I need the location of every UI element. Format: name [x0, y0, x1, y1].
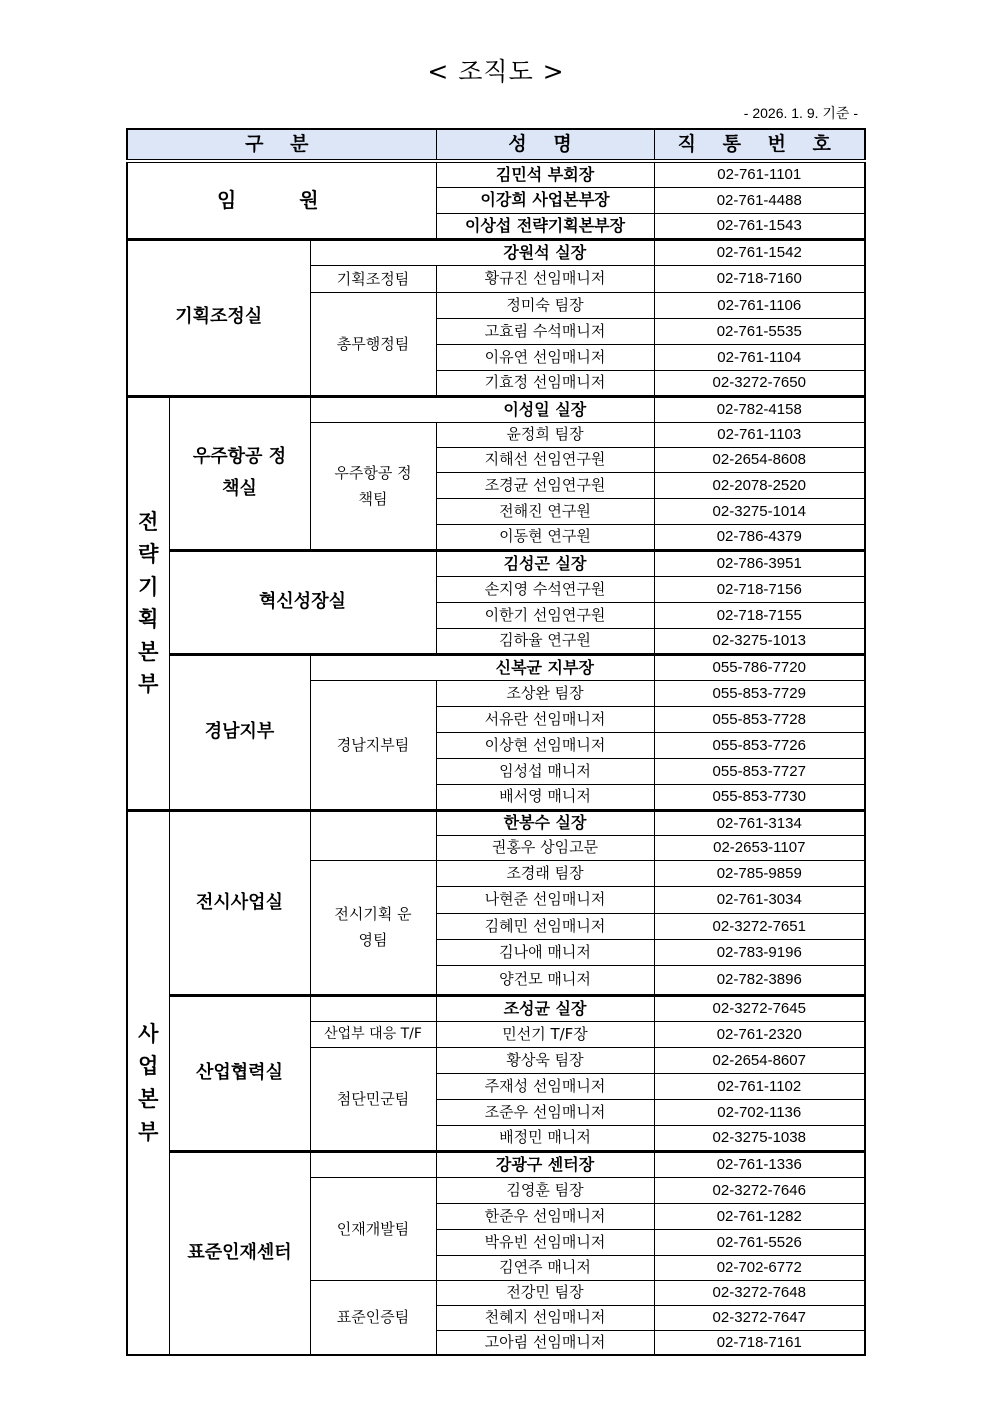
- team-label: 전시기획 운영팀: [310, 860, 436, 995]
- person-phone: 02-761-1106: [654, 292, 865, 318]
- person-phone: 02-718-7156: [654, 576, 865, 602]
- head-name: 강광구 센터장: [436, 1151, 654, 1177]
- person-name: 임성섭 매니저: [436, 758, 654, 784]
- team-label: 기획조정팀: [310, 265, 436, 292]
- page-title: < 조직도 >: [427, 57, 565, 86]
- person-phone: 02-786-4379: [654, 524, 865, 550]
- person-phone: 02-718-7155: [654, 602, 865, 628]
- person-phone: 02-3272-7648: [654, 1280, 865, 1305]
- person-name: 김연주 매니저: [436, 1255, 654, 1280]
- head-name: 이성일 실장: [436, 396, 654, 422]
- header-phone: 직 통 번 호: [654, 129, 865, 161]
- person-name: 양건모 매니저: [436, 965, 654, 995]
- person-name: 김민석 부회장: [436, 161, 654, 187]
- person-phone: 02-3275-1014: [654, 498, 865, 524]
- hr-center-label: 표준인재센터: [169, 1151, 310, 1355]
- head-phone: 02-782-4158: [654, 396, 865, 422]
- person-name: 배정민 매니저: [436, 1125, 654, 1151]
- person-name: 배서영 매니저: [436, 784, 654, 810]
- blank-cell: [310, 995, 436, 1021]
- person-name: 조경래 팀장: [436, 860, 654, 886]
- head-name: 김성곤 실장: [436, 550, 654, 576]
- person-name: 조준우 선임매니저: [436, 1099, 654, 1125]
- org-chart-table: [126, 128, 866, 1356]
- head-name: 조성균 실장: [436, 995, 654, 1021]
- person-phone: 02-761-1101: [654, 161, 865, 187]
- person-name: 손지영 수석연구원: [436, 576, 654, 602]
- person-name: 기효정 선임매니저: [436, 370, 654, 396]
- person-phone: 02-3272-7651: [654, 913, 865, 939]
- blank-cell: [310, 239, 436, 265]
- person-phone: 02-785-9859: [654, 860, 865, 886]
- person-name: 황규진 선임매니저: [436, 265, 654, 292]
- head-name: 신복균 지부장: [436, 654, 654, 680]
- person-phone: 02-761-5526: [654, 1229, 865, 1255]
- head-phone: 055-786-7720: [654, 654, 865, 680]
- person-phone: 02-782-3896: [654, 965, 865, 995]
- strategy-hq-label: 전략기획본부: [127, 396, 169, 810]
- person-phone: 02-761-1543: [654, 213, 865, 239]
- person-name: 김하율 연구원: [436, 628, 654, 654]
- team-label: 산업부 대응 T/F: [310, 1021, 436, 1047]
- blank-cell: [310, 810, 436, 860]
- person-phone: 02-2654-8607: [654, 1047, 865, 1073]
- head-phone: 02-761-1336: [654, 1151, 865, 1177]
- head-phone: 02-761-1542: [654, 239, 865, 265]
- person-name: 김나애 매니저: [436, 939, 654, 965]
- head-name: 한봉수 실장: [436, 810, 654, 835]
- person-phone: 02-2654-8608: [654, 447, 865, 472]
- head-name: 강원석 실장: [436, 239, 654, 265]
- team-label: 첨단민군팀: [310, 1047, 436, 1151]
- person-name: 이상현 선임매니저: [436, 732, 654, 758]
- exhibition-office-label: 전시사업실: [169, 810, 310, 995]
- head-phone: 02-761-3134: [654, 810, 865, 835]
- person-phone: 02-702-6772: [654, 1255, 865, 1280]
- person-phone: 02-761-1103: [654, 422, 865, 447]
- person-phone: 055-853-7728: [654, 706, 865, 732]
- gyeongnam-branch-label: 경남지부: [169, 654, 310, 810]
- blank-cell: [310, 1151, 436, 1177]
- industry-office-label: 산업협력실: [169, 995, 310, 1151]
- person-phone: 055-853-7730: [654, 784, 865, 810]
- team-label: 경남지부팀: [310, 680, 436, 810]
- person-name: 고효림 수석매니저: [436, 318, 654, 344]
- team-label: 총무행정팀: [310, 292, 436, 396]
- person-phone: 02-2078-2520: [654, 472, 865, 498]
- person-phone: 02-761-1102: [654, 1073, 865, 1099]
- person-phone: 02-3275-1013: [654, 628, 865, 654]
- person-phone: 02-718-7160: [654, 265, 865, 292]
- person-name: 이강희 사업본부장: [436, 187, 654, 213]
- team-label: 표준인증팀: [310, 1280, 436, 1355]
- person-phone: 02-3272-7650: [654, 370, 865, 396]
- person-phone: 02-3272-7647: [654, 1305, 865, 1330]
- as-of-date: - 2026. 1. 9. 기준 -: [743, 105, 858, 121]
- header-name: 성 명: [436, 129, 654, 161]
- executives-label: 임 원: [127, 161, 436, 239]
- person-name: 윤정희 팀장: [436, 422, 654, 447]
- person-phone: 02-761-1282: [654, 1203, 865, 1229]
- header-category: 구 분: [127, 129, 436, 161]
- person-phone: 055-853-7727: [654, 758, 865, 784]
- person-phone: 02-761-2320: [654, 1021, 865, 1047]
- blank-cell: [310, 654, 436, 680]
- person-phone: 02-761-4488: [654, 187, 865, 213]
- person-phone: 02-783-9196: [654, 939, 865, 965]
- planning-office-label: 기획조정실: [127, 239, 310, 396]
- person-phone: 055-853-7729: [654, 680, 865, 706]
- person-name: 김영훈 팀장: [436, 1177, 654, 1203]
- person-phone: 02-761-5535: [654, 318, 865, 344]
- person-phone: 055-853-7726: [654, 732, 865, 758]
- head-phone: 02-786-3951: [654, 550, 865, 576]
- person-name: 전강민 팀장: [436, 1280, 654, 1305]
- person-phone: 02-702-1136: [654, 1099, 865, 1125]
- person-name: 조경균 선임연구원: [436, 472, 654, 498]
- advisor-phone: 02-2653-1107: [654, 835, 865, 860]
- person-name: 한준우 선임매니저: [436, 1203, 654, 1229]
- person-name: 김혜민 선임매니저: [436, 913, 654, 939]
- blank-cell: [310, 396, 436, 422]
- person-name: 박유빈 선임매니저: [436, 1229, 654, 1255]
- person-name: 이한기 선임연구원: [436, 602, 654, 628]
- advisor-name: 권홍우 상임고문: [436, 835, 654, 860]
- innovation-office-label: 혁신성장실: [169, 550, 436, 654]
- head-phone: 02-3272-7645: [654, 995, 865, 1021]
- person-name: 민선기 T/F장: [436, 1021, 654, 1047]
- team-label: 우주항공 정책팀: [310, 422, 436, 550]
- business-hq-label: 사업본부: [127, 810, 169, 1355]
- person-name: 정미숙 팀장: [436, 292, 654, 318]
- person-name: 전해진 연구원: [436, 498, 654, 524]
- aerospace-office-label: 우주항공 정책실: [169, 396, 310, 550]
- team-label: 인재개발팀: [310, 1177, 436, 1280]
- person-name: 황상욱 팀장: [436, 1047, 654, 1073]
- person-name: 서유란 선임매니저: [436, 706, 654, 732]
- person-name: 천혜지 선임매니저: [436, 1305, 654, 1330]
- person-name: 주재성 선임매니저: [436, 1073, 654, 1099]
- person-phone: 02-3272-7646: [654, 1177, 865, 1203]
- person-name: 지해선 선임연구원: [436, 447, 654, 472]
- person-phone: 02-718-7161: [654, 1330, 865, 1355]
- person-phone: 02-761-1104: [654, 344, 865, 370]
- person-phone: 02-3275-1038: [654, 1125, 865, 1151]
- person-name: 나현준 선임매니저: [436, 886, 654, 913]
- person-name: 이유연 선임매니저: [436, 344, 654, 370]
- person-phone: 02-761-3034: [654, 886, 865, 913]
- person-name: 고아림 선임매니저: [436, 1330, 654, 1355]
- person-name: 이동현 연구원: [436, 524, 654, 550]
- person-name: 이상섭 전략기획본부장: [436, 213, 654, 239]
- person-name: 조상완 팀장: [436, 680, 654, 706]
